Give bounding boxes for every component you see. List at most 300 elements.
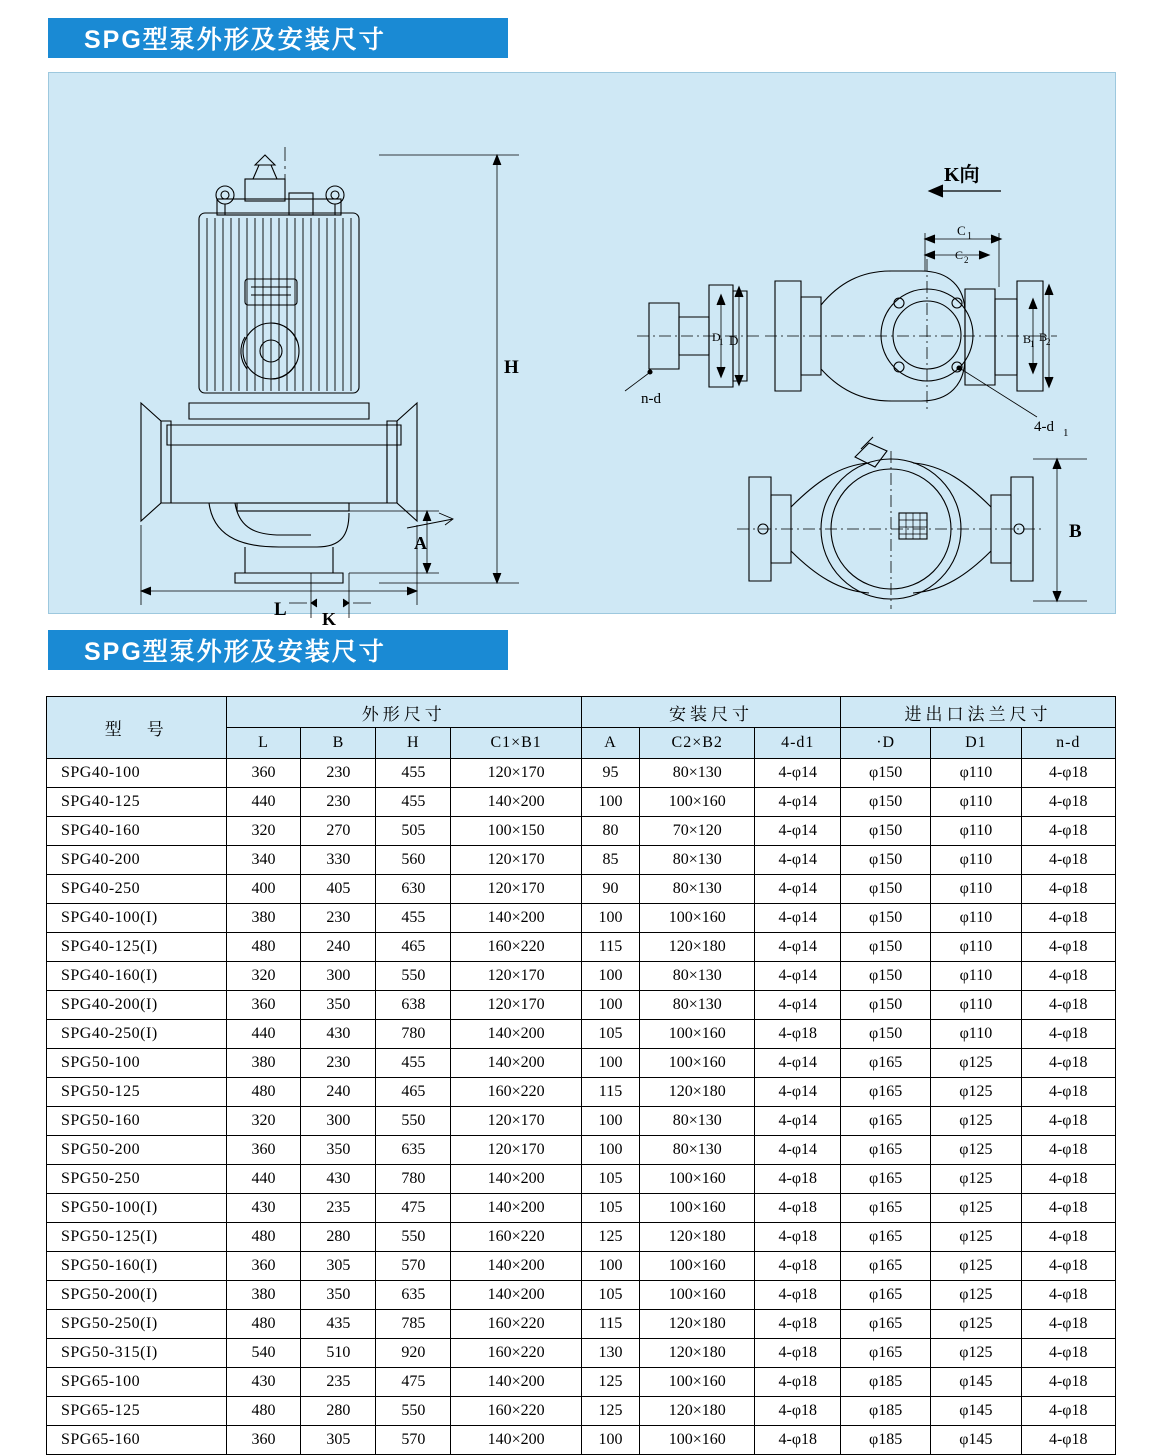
- cell-c2b2: 100×160: [639, 1020, 755, 1049]
- cell-D1: φ145: [931, 1368, 1021, 1397]
- cell-c2b2: 100×160: [639, 1368, 755, 1397]
- cell-nd: 4-φ18: [1021, 1165, 1116, 1194]
- cell-B: 240: [301, 1078, 376, 1107]
- cell-d1: 4-φ14: [755, 817, 841, 846]
- svg-text:1: 1: [1063, 427, 1069, 439]
- cell-D: φ165: [841, 1281, 931, 1310]
- cell-D1: φ110: [931, 788, 1021, 817]
- cell-D: φ150: [841, 904, 931, 933]
- cell-model: SPG50-160: [47, 1107, 227, 1136]
- cell-model: SPG50-160(I): [47, 1252, 227, 1281]
- cell-nd: 4-φ18: [1021, 1397, 1116, 1426]
- cell-nd: 4-φ18: [1021, 991, 1116, 1020]
- cell-A: 95: [582, 759, 640, 788]
- table-row: [47, 991, 1116, 1020]
- cell-c1b1: 160×220: [451, 1078, 582, 1107]
- header-A: A: [582, 728, 640, 759]
- cell-L: 480: [226, 1397, 301, 1426]
- cell-L: 380: [226, 1049, 301, 1078]
- svg-text:1: 1: [967, 231, 972, 242]
- cell-model: SPG40-160: [47, 817, 227, 846]
- svg-text:D: D: [712, 330, 721, 344]
- cell-c1b1: 160×220: [451, 1397, 582, 1426]
- header-model: 型 号: [47, 697, 227, 759]
- cell-d1: 4-φ18: [755, 1368, 841, 1397]
- cell-L: 540: [226, 1339, 301, 1368]
- cell-H: 475: [376, 1194, 451, 1223]
- cell-H: 550: [376, 1397, 451, 1426]
- cell-A: 100: [582, 991, 640, 1020]
- cell-A: 100: [582, 1252, 640, 1281]
- cell-H: 550: [376, 1223, 451, 1252]
- cell-D: φ150: [841, 759, 931, 788]
- cell-D1: φ145: [931, 1397, 1021, 1426]
- cell-model: SPG40-125(I): [47, 933, 227, 962]
- cell-d1: 4-φ14: [755, 875, 841, 904]
- cell-B: 405: [301, 875, 376, 904]
- cell-H: 570: [376, 1252, 451, 1281]
- header-install-dims: 安装尺寸: [582, 697, 841, 728]
- cell-H: 635: [376, 1281, 451, 1310]
- cell-L: 440: [226, 1165, 301, 1194]
- table-row: [47, 759, 1116, 788]
- cell-B: 430: [301, 1165, 376, 1194]
- cell-d1: 4-φ14: [755, 904, 841, 933]
- diagram-drawing: [49, 73, 1115, 629]
- svg-text:D: D: [729, 333, 739, 348]
- cell-L: 320: [226, 962, 301, 991]
- cell-nd: 4-φ18: [1021, 1049, 1116, 1078]
- table-row: [47, 1310, 1116, 1339]
- cell-A: 85: [582, 846, 640, 875]
- header-D: ·D: [841, 728, 931, 759]
- table-row: [47, 1078, 1116, 1107]
- cell-B: 240: [301, 933, 376, 962]
- cell-d1: 4-φ18: [755, 1397, 841, 1426]
- cell-D: φ165: [841, 1165, 931, 1194]
- cell-c2b2: 80×130: [639, 1107, 755, 1136]
- cell-model: SPG50-315(I): [47, 1339, 227, 1368]
- cell-model: SPG50-125(I): [47, 1223, 227, 1252]
- cell-model: SPG40-100: [47, 759, 227, 788]
- cell-D1: φ125: [931, 1107, 1021, 1136]
- svg-text:B: B: [1039, 330, 1048, 344]
- header-4d1: 4-d1: [755, 728, 841, 759]
- table-group-header-row: [47, 697, 1116, 728]
- cell-D: φ165: [841, 1107, 931, 1136]
- table-row: [47, 1426, 1116, 1455]
- cell-L: 340: [226, 846, 301, 875]
- cell-H: 550: [376, 962, 451, 991]
- cell-D: φ150: [841, 875, 931, 904]
- svg-text:2: 2: [1046, 337, 1051, 347]
- cell-c1b1: 140×200: [451, 1252, 582, 1281]
- cell-H: 455: [376, 1049, 451, 1078]
- dimension-table: [46, 696, 1116, 1455]
- cell-B: 235: [301, 1194, 376, 1223]
- cell-A: 100: [582, 1049, 640, 1078]
- cell-nd: 4-φ18: [1021, 1426, 1116, 1455]
- cell-c1b1: 160×220: [451, 933, 582, 962]
- cell-model: SPG40-160(I): [47, 962, 227, 991]
- cell-B: 305: [301, 1252, 376, 1281]
- cell-c2b2: 120×180: [639, 1078, 755, 1107]
- cell-c1b1: 140×200: [451, 1426, 582, 1455]
- cell-D1: φ125: [931, 1136, 1021, 1165]
- svg-text:B: B: [1023, 332, 1032, 346]
- cell-nd: 4-φ18: [1021, 788, 1116, 817]
- header-H: H: [376, 728, 451, 759]
- cell-A: 105: [582, 1281, 640, 1310]
- cell-D: φ185: [841, 1368, 931, 1397]
- table-row: [47, 904, 1116, 933]
- cell-L: 360: [226, 1136, 301, 1165]
- cell-D: φ165: [841, 1223, 931, 1252]
- cell-H: 505: [376, 817, 451, 846]
- cell-B: 230: [301, 1049, 376, 1078]
- svg-text:4-d: 4-d: [1034, 419, 1054, 435]
- table-row: [47, 962, 1116, 991]
- cell-d1: 4-φ14: [755, 933, 841, 962]
- header-overall-dims: 外形尺寸: [226, 697, 581, 728]
- cell-L: 480: [226, 1223, 301, 1252]
- cell-A: 100: [582, 904, 640, 933]
- header-B: B: [301, 728, 376, 759]
- svg-text:2: 2: [964, 255, 969, 265]
- header-L: L: [226, 728, 301, 759]
- cell-c1b1: 120×170: [451, 1107, 582, 1136]
- cell-B: 350: [301, 1136, 376, 1165]
- cell-d1: 4-φ14: [755, 962, 841, 991]
- cell-B: 280: [301, 1223, 376, 1252]
- cell-nd: 4-φ18: [1021, 1339, 1116, 1368]
- cell-D: φ150: [841, 991, 931, 1020]
- cell-D: φ165: [841, 1310, 931, 1339]
- cell-model: SPG40-250: [47, 875, 227, 904]
- cell-L: 320: [226, 817, 301, 846]
- cell-nd: 4-φ18: [1021, 933, 1116, 962]
- cell-B: 330: [301, 846, 376, 875]
- cell-c1b1: 120×170: [451, 846, 582, 875]
- cell-H: 455: [376, 788, 451, 817]
- cell-model: SPG50-200(I): [47, 1281, 227, 1310]
- cell-c2b2: 120×180: [639, 933, 755, 962]
- cell-H: 570: [376, 1426, 451, 1455]
- table-row: [47, 788, 1116, 817]
- cell-D1: φ125: [931, 1281, 1021, 1310]
- cell-c2b2: 100×160: [639, 1426, 755, 1455]
- cell-D: φ150: [841, 1020, 931, 1049]
- cell-nd: 4-φ18: [1021, 1020, 1116, 1049]
- cell-A: 100: [582, 1107, 640, 1136]
- header-C1B1: C1×B1: [451, 728, 582, 759]
- table-row: [47, 1049, 1116, 1078]
- cell-D: φ165: [841, 1136, 931, 1165]
- cell-nd: 4-φ18: [1021, 904, 1116, 933]
- cell-c2b2: 100×160: [639, 1281, 755, 1310]
- cell-H: 550: [376, 1107, 451, 1136]
- cell-H: 475: [376, 1368, 451, 1397]
- cell-H: 780: [376, 1165, 451, 1194]
- cell-nd: 4-φ18: [1021, 1310, 1116, 1339]
- cell-B: 230: [301, 904, 376, 933]
- cell-D1: φ110: [931, 933, 1021, 962]
- svg-text:C: C: [955, 248, 964, 262]
- table-row: [47, 1281, 1116, 1310]
- cell-c2b2: 70×120: [639, 817, 755, 846]
- cell-B: 430: [301, 1020, 376, 1049]
- cell-model: SPG50-250: [47, 1165, 227, 1194]
- cell-c1b1: 100×150: [451, 817, 582, 846]
- cell-model: SPG40-200(I): [47, 991, 227, 1020]
- svg-text:n-d: n-d: [641, 391, 661, 407]
- cell-H: 785: [376, 1310, 451, 1339]
- table-row: [47, 1194, 1116, 1223]
- cell-D1: φ125: [931, 1194, 1021, 1223]
- cell-nd: 4-φ18: [1021, 846, 1116, 875]
- cell-nd: 4-φ18: [1021, 1136, 1116, 1165]
- cell-nd: 4-φ18: [1021, 1078, 1116, 1107]
- cell-H: 560: [376, 846, 451, 875]
- cell-L: 360: [226, 1426, 301, 1455]
- svg-text:A: A: [414, 533, 427, 553]
- cell-c1b1: 140×200: [451, 788, 582, 817]
- header-C2B2: C2×B2: [639, 728, 755, 759]
- cell-nd: 4-φ18: [1021, 817, 1116, 846]
- cell-c1b1: 120×170: [451, 759, 582, 788]
- table-row: [47, 1339, 1116, 1368]
- cell-D: φ165: [841, 1049, 931, 1078]
- cell-c1b1: 140×200: [451, 1049, 582, 1078]
- cell-nd: 4-φ18: [1021, 1223, 1116, 1252]
- cell-B: 235: [301, 1368, 376, 1397]
- svg-text:C: C: [957, 223, 966, 238]
- cell-D1: φ110: [931, 759, 1021, 788]
- cell-H: 465: [376, 1078, 451, 1107]
- cell-A: 100: [582, 962, 640, 991]
- cell-c1b1: 160×220: [451, 1339, 582, 1368]
- cell-nd: 4-φ18: [1021, 875, 1116, 904]
- cell-D1: φ145: [931, 1426, 1021, 1455]
- cell-d1: 4-φ14: [755, 1107, 841, 1136]
- cell-L: 480: [226, 933, 301, 962]
- cell-d1: 4-φ14: [755, 1136, 841, 1165]
- cell-D: φ165: [841, 1078, 931, 1107]
- cell-H: 635: [376, 1136, 451, 1165]
- cell-nd: 4-φ18: [1021, 962, 1116, 991]
- cell-L: 400: [226, 875, 301, 904]
- cell-c1b1: 160×220: [451, 1223, 582, 1252]
- table-row: [47, 1165, 1116, 1194]
- cell-model: SPG40-200: [47, 846, 227, 875]
- cell-L: 440: [226, 788, 301, 817]
- table-row: [47, 1107, 1116, 1136]
- cell-c2b2: 80×130: [639, 875, 755, 904]
- cell-model: SPG50-200: [47, 1136, 227, 1165]
- cell-B: 270: [301, 817, 376, 846]
- cell-D1: φ110: [931, 904, 1021, 933]
- cell-nd: 4-φ18: [1021, 759, 1116, 788]
- cell-H: 465: [376, 933, 451, 962]
- cell-D: φ185: [841, 1397, 931, 1426]
- cell-A: 105: [582, 1194, 640, 1223]
- cell-D: φ185: [841, 1426, 931, 1455]
- cell-c2b2: 120×180: [639, 1223, 755, 1252]
- cell-L: 360: [226, 991, 301, 1020]
- cell-c2b2: 100×160: [639, 904, 755, 933]
- cell-B: 350: [301, 1281, 376, 1310]
- cell-d1: 4-φ18: [755, 1020, 841, 1049]
- cell-A: 130: [582, 1339, 640, 1368]
- cell-model: SPG40-250(I): [47, 1020, 227, 1049]
- header-nd: n-d: [1021, 728, 1116, 759]
- cell-D1: φ125: [931, 1310, 1021, 1339]
- cell-d1: 4-φ14: [755, 788, 841, 817]
- cell-c1b1: 120×170: [451, 1136, 582, 1165]
- cell-A: 80: [582, 817, 640, 846]
- table-row: [47, 1020, 1116, 1049]
- cell-L: 380: [226, 904, 301, 933]
- cell-D1: φ110: [931, 817, 1021, 846]
- cell-c1b1: 140×200: [451, 1194, 582, 1223]
- cell-H: 455: [376, 759, 451, 788]
- cell-L: 360: [226, 759, 301, 788]
- cell-D1: φ110: [931, 846, 1021, 875]
- cell-D: φ165: [841, 1252, 931, 1281]
- svg-text:1: 1: [1030, 339, 1035, 349]
- cell-L: 430: [226, 1194, 301, 1223]
- cell-D1: φ110: [931, 962, 1021, 991]
- header-D1: D1: [931, 728, 1021, 759]
- cell-c1b1: 140×200: [451, 1020, 582, 1049]
- cell-nd: 4-φ18: [1021, 1194, 1116, 1223]
- cell-c2b2: 100×160: [639, 788, 755, 817]
- cell-A: 115: [582, 933, 640, 962]
- svg-text:K: K: [322, 609, 337, 629]
- cell-D: φ165: [841, 1339, 931, 1368]
- cell-D1: φ125: [931, 1339, 1021, 1368]
- cell-c2b2: 120×180: [639, 1397, 755, 1426]
- cell-A: 125: [582, 1223, 640, 1252]
- cell-model: SPG65-100: [47, 1368, 227, 1397]
- table-row: [47, 1223, 1116, 1252]
- cell-B: 510: [301, 1339, 376, 1368]
- cell-D: φ150: [841, 817, 931, 846]
- cell-B: 435: [301, 1310, 376, 1339]
- cell-d1: 4-φ14: [755, 759, 841, 788]
- cell-c2b2: 80×130: [639, 1136, 755, 1165]
- section-title-bottom: SPG型泵外形及安装尺寸: [48, 630, 508, 670]
- cell-B: 300: [301, 1107, 376, 1136]
- cell-model: SPG40-100(I): [47, 904, 227, 933]
- cell-c2b2: 120×180: [639, 1310, 755, 1339]
- cell-d1: 4-φ18: [755, 1194, 841, 1223]
- cell-L: 380: [226, 1281, 301, 1310]
- cell-A: 105: [582, 1020, 640, 1049]
- svg-text:H: H: [504, 357, 519, 378]
- cell-B: 230: [301, 788, 376, 817]
- cell-A: 125: [582, 1368, 640, 1397]
- cell-D: φ150: [841, 788, 931, 817]
- cell-d1: 4-φ14: [755, 991, 841, 1020]
- cell-nd: 4-φ18: [1021, 1252, 1116, 1281]
- cell-model: SPG65-160: [47, 1426, 227, 1455]
- cell-D1: φ110: [931, 875, 1021, 904]
- cell-c1b1: 120×170: [451, 991, 582, 1020]
- header-flange-dims: 进出口法兰尺寸: [841, 697, 1116, 728]
- cell-d1: 4-φ18: [755, 1281, 841, 1310]
- cell-c1b1: 140×200: [451, 904, 582, 933]
- cell-D1: φ125: [931, 1165, 1021, 1194]
- cell-D: φ150: [841, 933, 931, 962]
- cell-B: 280: [301, 1397, 376, 1426]
- cell-c2b2: 100×160: [639, 1194, 755, 1223]
- cell-A: 125: [582, 1397, 640, 1426]
- cell-L: 440: [226, 1020, 301, 1049]
- cell-B: 350: [301, 991, 376, 1020]
- cell-c1b1: 120×170: [451, 962, 582, 991]
- cell-c2b2: 100×160: [639, 1165, 755, 1194]
- table-row: [47, 875, 1116, 904]
- section-title-top: SPG型泵外形及安装尺寸: [48, 18, 508, 58]
- cell-D1: φ125: [931, 1223, 1021, 1252]
- cell-A: 115: [582, 1310, 640, 1339]
- cell-D1: φ110: [931, 1020, 1021, 1049]
- svg-text:L: L: [274, 599, 287, 620]
- cell-A: 100: [582, 1136, 640, 1165]
- cell-d1: 4-φ14: [755, 846, 841, 875]
- table-row: [47, 1397, 1116, 1426]
- cell-c1b1: 140×200: [451, 1368, 582, 1397]
- cell-model: SPG50-100(I): [47, 1194, 227, 1223]
- cell-L: 480: [226, 1310, 301, 1339]
- table-row: [47, 933, 1116, 962]
- cell-c1b1: 140×200: [451, 1165, 582, 1194]
- cell-c2b2: 80×130: [639, 759, 755, 788]
- cell-H: 780: [376, 1020, 451, 1049]
- cell-D: φ150: [841, 962, 931, 991]
- cell-H: 920: [376, 1339, 451, 1368]
- cell-c1b1: 160×220: [451, 1310, 582, 1339]
- cell-D: φ165: [841, 1194, 931, 1223]
- cell-d1: 4-φ18: [755, 1165, 841, 1194]
- cell-d1: 4-φ14: [755, 1078, 841, 1107]
- cell-D1: φ125: [931, 1252, 1021, 1281]
- cell-c1b1: 140×200: [451, 1281, 582, 1310]
- cell-model: SPG65-125: [47, 1397, 227, 1426]
- cell-A: 105: [582, 1165, 640, 1194]
- cell-H: 630: [376, 875, 451, 904]
- cell-c2b2: 80×130: [639, 991, 755, 1020]
- cell-D1: φ125: [931, 1078, 1021, 1107]
- cell-d1: 4-φ18: [755, 1223, 841, 1252]
- cell-c2b2: 100×160: [639, 1252, 755, 1281]
- cell-model: SPG40-125: [47, 788, 227, 817]
- table-body: [47, 759, 1116, 1455]
- cell-d1: 4-φ18: [755, 1426, 841, 1455]
- cell-d1: 4-φ18: [755, 1252, 841, 1281]
- cell-A: 90: [582, 875, 640, 904]
- cell-B: 305: [301, 1426, 376, 1455]
- cell-A: 100: [582, 1426, 640, 1455]
- cell-A: 115: [582, 1078, 640, 1107]
- cell-c2b2: 80×130: [639, 846, 755, 875]
- pump-dimension-diagram: [48, 72, 1116, 629]
- cell-D: φ150: [841, 846, 931, 875]
- cell-L: 320: [226, 1107, 301, 1136]
- cell-model: SPG50-250(I): [47, 1310, 227, 1339]
- cell-D1: φ110: [931, 991, 1021, 1020]
